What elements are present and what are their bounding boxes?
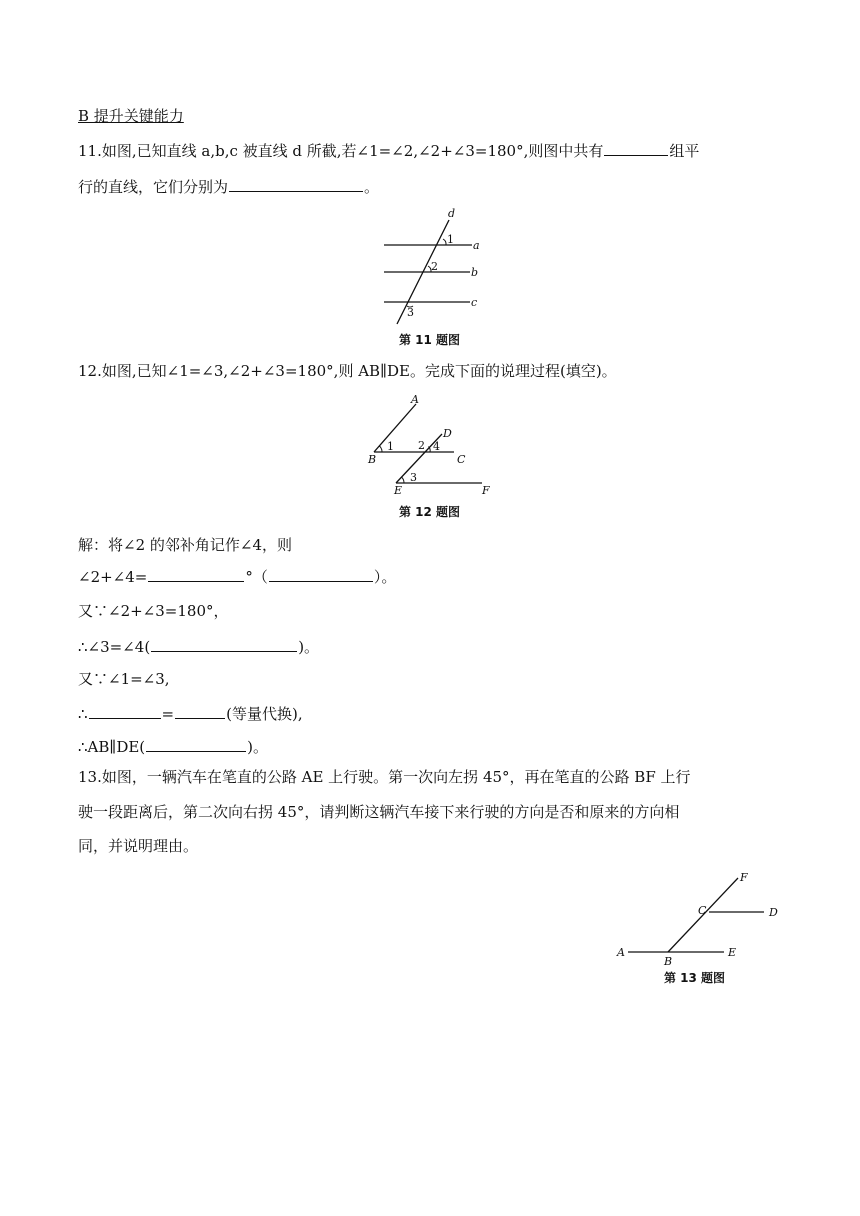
blank-reason-3[interactable] [146, 735, 246, 752]
q12-sol5: 又∵∠1=∠3, [78, 670, 170, 688]
sol2-text-b: °（ [245, 568, 268, 586]
label-1: 1 [447, 233, 454, 246]
q11-text-a: 11.如图,已知直线 a,b,c 被直线 d 所截,若∠1=∠2,∠2+∠3=180°,则图中共有 [78, 142, 604, 160]
q12-caption: 第 12 题图 [399, 505, 461, 519]
q11-line1 [78, 139, 699, 161]
blank-angle-right[interactable] [175, 702, 225, 719]
label-F: F [482, 484, 490, 497]
q11-line2 [78, 175, 379, 197]
label-D: D [443, 427, 452, 440]
q12-line1: 12.如图,已知∠1=∠3,∠2+∠3=180°,则 AB∥DE。完成下面的说理过程(填空)。 [78, 362, 617, 380]
sol4-text-a: ∴∠3=∠4( [78, 638, 151, 656]
label-A: A [617, 946, 625, 959]
q13-caption: 第 13 题图 [664, 971, 726, 985]
label-2: 2 [418, 439, 425, 452]
sol7-text-b: )。 [247, 738, 269, 756]
label-3: 3 [410, 471, 417, 484]
q12-sol6 [78, 702, 303, 724]
q11-text-d: 。 [364, 178, 380, 196]
label-C: C [457, 453, 466, 466]
blank-reason-1[interactable] [269, 565, 373, 582]
label-E: E [728, 946, 737, 959]
q12-sol1: 解：将∠2 的邻补角记作∠4，则 [78, 536, 292, 554]
label-2: 2 [431, 260, 438, 273]
sol2-text-c: ）。 [373, 568, 397, 586]
sol6-text-c: (等量代换), [226, 705, 303, 723]
q12-sol3: 又∵∠2+∠3=180°， [78, 602, 229, 620]
q12-sol4 [78, 635, 319, 657]
label-F: F [740, 871, 748, 884]
label-a: a [473, 239, 480, 252]
q12-sol7 [78, 735, 268, 757]
q13-line1: 13.如图，一辆汽车在笔直的公路 AE 上行驶。第一次向左拐 45°，再在笔直的公路 BF 上行 [78, 768, 691, 786]
q12-figure [366, 394, 506, 504]
label-4: 4 [433, 440, 440, 453]
q13-figure [612, 868, 792, 968]
label-A: A [411, 393, 419, 406]
label-b: b [471, 266, 479, 279]
q13-line3: 同，并说明理由。 [78, 837, 199, 855]
sol6-text-a: ∴ [78, 705, 88, 723]
label-d: d [448, 207, 456, 220]
q11-figure [380, 208, 500, 328]
sol4-text-b: )。 [298, 638, 320, 656]
sol7-text-a: ∴AB∥DE( [78, 738, 146, 756]
section-title: B 提升关键能力 [78, 107, 184, 125]
q11-blank-count[interactable] [604, 139, 668, 156]
label-3: 3 [407, 306, 414, 319]
label-B: B [368, 453, 377, 466]
blank-angle-left[interactable] [89, 702, 161, 719]
label-B: B [664, 955, 673, 968]
q13-line2: 驶一段距离后，第二次向右拐 45°，请判断这辆汽车接下来行驶的方向是否和原来的方向相 [78, 803, 680, 821]
blank-degrees[interactable] [148, 565, 244, 582]
label-c: c [471, 296, 478, 309]
ray-BA [374, 404, 416, 452]
label-E: E [394, 484, 403, 497]
blank-reason-2[interactable] [151, 635, 297, 652]
q11-text-b: 组平 [669, 142, 700, 160]
label-1: 1 [387, 440, 394, 453]
label-D: D [769, 906, 778, 919]
sol6-text-b: = [161, 705, 175, 723]
q11-blank-pairs[interactable] [229, 175, 363, 192]
q12-sol2 [78, 565, 396, 587]
sol2-text-a: ∠2+∠4= [78, 568, 148, 586]
q11-text-c: 行的直线，它们分别为 [78, 178, 229, 196]
label-C: C [698, 904, 707, 917]
q11-caption: 第 11 题图 [399, 333, 461, 347]
